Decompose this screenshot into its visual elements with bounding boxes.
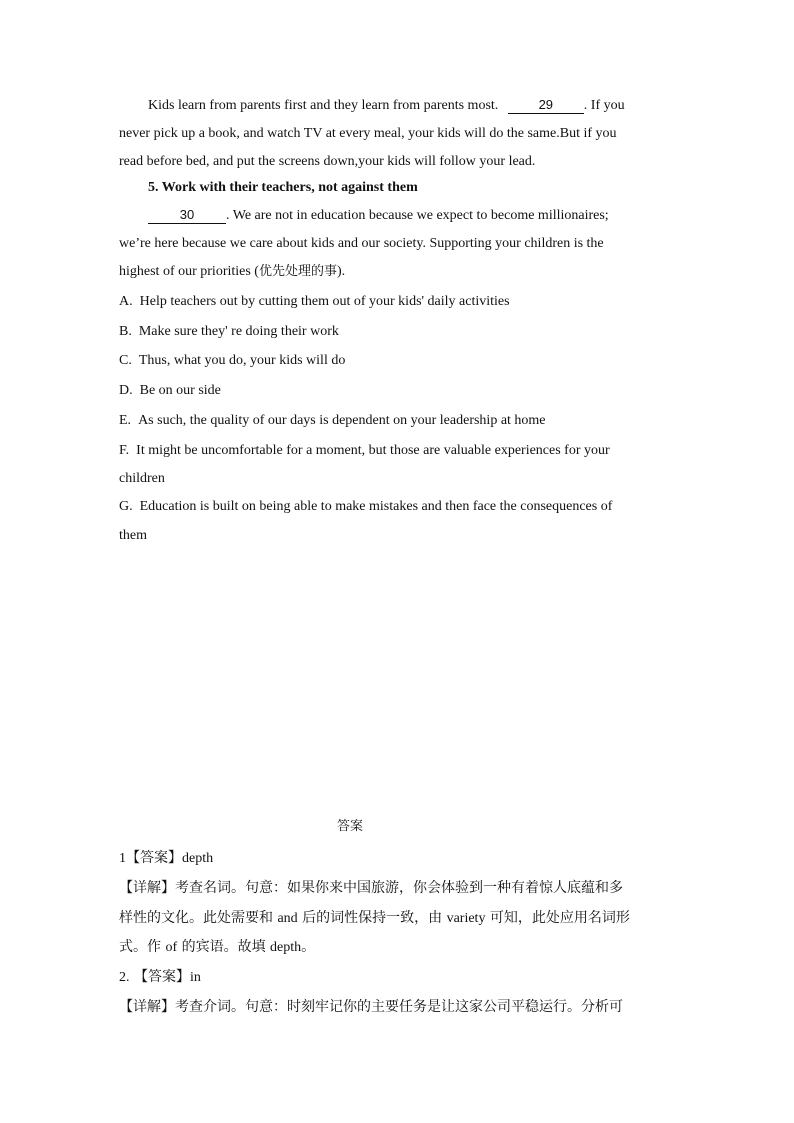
answer-2	[119, 966, 679, 989]
explanation-text: 式。作	[119, 939, 166, 955]
option-d	[119, 381, 679, 401]
option-text: As such, the quality of our days is dependent on your leadership at home	[138, 413, 546, 428]
answer-1	[119, 847, 679, 870]
option-letter: G.	[119, 499, 133, 514]
option-text: Be on our side	[139, 383, 221, 398]
explanation-en: of	[165, 940, 178, 955]
passage-line: we’re here because we care about kids and our society. Supporting your children is the	[119, 236, 604, 251]
option-letter: D.	[119, 383, 133, 398]
explanation-en: and	[277, 911, 298, 926]
answer-2-explanation: 【详解】考查介词。句意：时刻牢记你的主要任务是让这家公司平稳运行。分析可	[119, 999, 623, 1015]
explanation-text: 。	[301, 939, 316, 955]
answer-1-explanation: 【详解】考查名词。句意：如果你来中国旅游，你会体验到一种有着惊人底蕴和多	[119, 880, 623, 896]
explanation-en: variety	[446, 911, 486, 926]
passage-line	[148, 96, 708, 116]
option-text: Education is built on being able to make mistakes and then face the consequences of	[139, 499, 613, 514]
option-letter: C.	[119, 353, 132, 368]
section-heading: 5. Work with their teachers, not against them	[148, 180, 418, 195]
passage-text: Kids learn from parents first and they learn from parents most.	[148, 98, 499, 113]
option-text: Make sure they' re doing their work	[138, 324, 339, 339]
answer-tag: 【答案】	[133, 969, 190, 985]
option-c	[119, 351, 679, 371]
passage-text: highest of our priorities (	[119, 264, 259, 279]
passage-text: . If you	[583, 98, 625, 113]
explanation-text: 可知，此处应用名词形	[485, 910, 630, 926]
explanation-text: 后的词性保持一致，由	[297, 910, 447, 926]
answer-1-explanation	[119, 907, 679, 930]
blank-29: 29	[508, 97, 584, 114]
passage-text: . We are not in education because we expect to become millionaires;	[226, 208, 609, 223]
answer-1-explanation	[119, 936, 679, 959]
blank-30: 30	[148, 207, 226, 224]
answer-tag: 【答案】	[126, 850, 182, 866]
answers-title: 答案	[336, 819, 363, 834]
option-text: It might be uncomfortable for a moment, but those are valuable experiences for your	[136, 443, 610, 458]
passage-line	[148, 206, 708, 226]
answer-number: 1	[119, 851, 126, 866]
passage-text: ).	[337, 264, 346, 279]
option-b	[119, 322, 679, 342]
explanation-en: depth	[270, 940, 302, 955]
option-letter: E.	[119, 413, 132, 428]
option-letter: A.	[119, 294, 133, 309]
option-e	[119, 411, 679, 431]
option-f	[119, 441, 679, 461]
passage-line	[119, 262, 679, 282]
option-f-continued: children	[119, 471, 165, 486]
answer-number: 2.	[119, 970, 130, 985]
answer-value: depth	[182, 851, 214, 866]
explanation-text: 样性的文化。此处需要和	[119, 910, 278, 926]
option-letter: B.	[119, 324, 132, 339]
passage-text-cjk: 优先处理的事	[258, 264, 337, 279]
option-text: Thus, what you do, your kids will do	[138, 353, 346, 368]
option-a	[119, 292, 679, 312]
option-text: Help teachers out by cutting them out of your kids' daily activities	[139, 294, 510, 309]
explanation-text: 的宾语。故填	[177, 939, 271, 955]
passage-line: never pick up a book, and watch TV at every meal, your kids will do the same.But if you	[119, 126, 617, 141]
option-letter: F.	[119, 443, 130, 458]
answer-value: in	[189, 970, 201, 985]
option-g-continued: them	[119, 528, 147, 543]
option-g	[119, 497, 679, 517]
passage-line: read before bed, and put the screens down,your kids will follow your lead.	[119, 154, 536, 169]
